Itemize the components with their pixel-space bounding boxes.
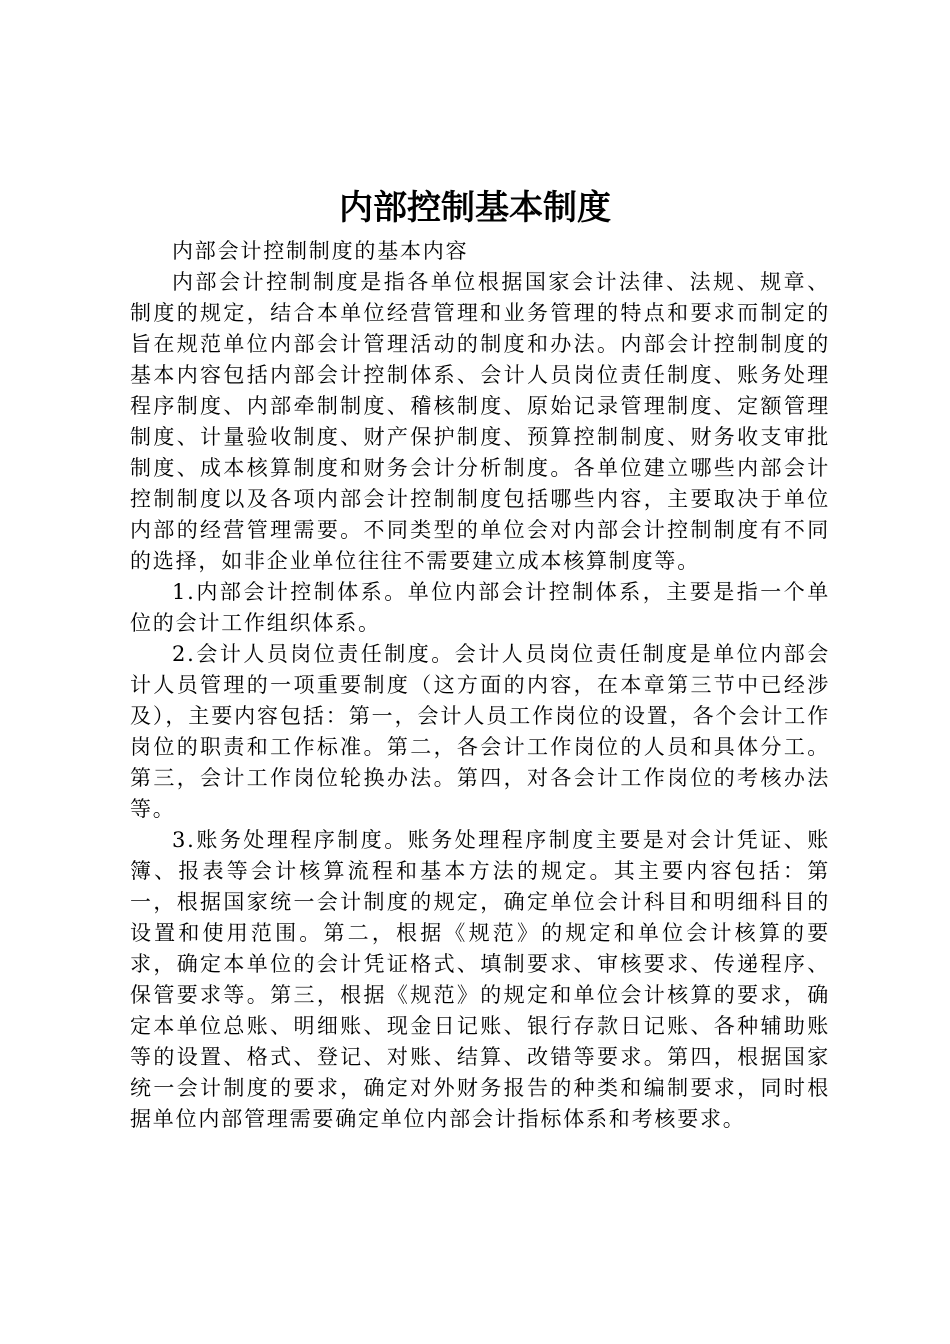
paragraph-control-system: 1.内部会计控制体系。单位内部会计控制体系，主要是指一个单位的会计工作组织体系。 — [130, 580, 830, 635]
paragraph-position-responsibility: 2.会计人员岗位责任制度。会计人员岗位责任制度是单位内部会计人员管理的一项重要制度（这方面的内容，在本章第三节中已经涉及），主要内容包括：第一，会计人员工作岗位的设置，各个会计工作岗位的职责和工作标准。第二，各会计工作岗位的人员和具体分工。第三，会计工作岗位轮换办法。第四，对各会计工作岗位的考核办法等。 — [130, 642, 830, 821]
paragraph-intro: 内部会计控制制度是指各单位根据国家会计法律、法规、规章、制度的规定，结合本单位经营管理和业务管理的特点和要求而制定的旨在规范单位内部会计管理活动的制度和办法。内部会计控制制度的基本内容包括内部会计控制体系、会计人员岗位责任制度、账务处理程序制度、内部牵制制度、稽核制度、原始记录管理制度、定额管理制度、计量验收制度、财产保护制度、预算控制制度、财务收支审批制度、成本核算制度和财务会计分析制度。各单位建立哪些内部会计控制制度以及各项内部会计控制制度包括哪些内容，主要取决于单位内部的经营管理需要。不同类型的单位会对内部会计控制制度有不同的选择，如非企业单位往往不需要建立成本核算制度等。 — [130, 270, 830, 573]
document-body — [130, 236, 830, 1135]
section-subheading: 内部会计控制制度的基本内容 — [172, 239, 469, 263]
paragraph-accounting-procedure: 3.账务处理程序制度。账务处理程序制度主要是对会计凭证、账簿、报表等会计核算流程和基本方法的规定。其主要内容包括：第一，根据国家统一会计制度的规定，确定单位会计科目和明细科目的设置和使用范围。第二，根据《规范》的规定和单位会计核算的要求，确定本单位的会计凭证格式、填制要求、审核要求、传递程序、保管要求等。第三，根据《规范》的规定和单位会计核算的要求，确定本单位总账、明细账、现金日记账、银行存款日记账、各种辅助账等的设置、格式、登记、对账、结算、改错等要求。第四，根据国家统一会计制度的要求，确定对外财务报告的种类和编制要求，同时根据单位内部管理需要确定单位内部会计指标体系和考核要求。 — [130, 828, 830, 1131]
document-title: 内部控制基本制度 — [339, 188, 611, 228]
